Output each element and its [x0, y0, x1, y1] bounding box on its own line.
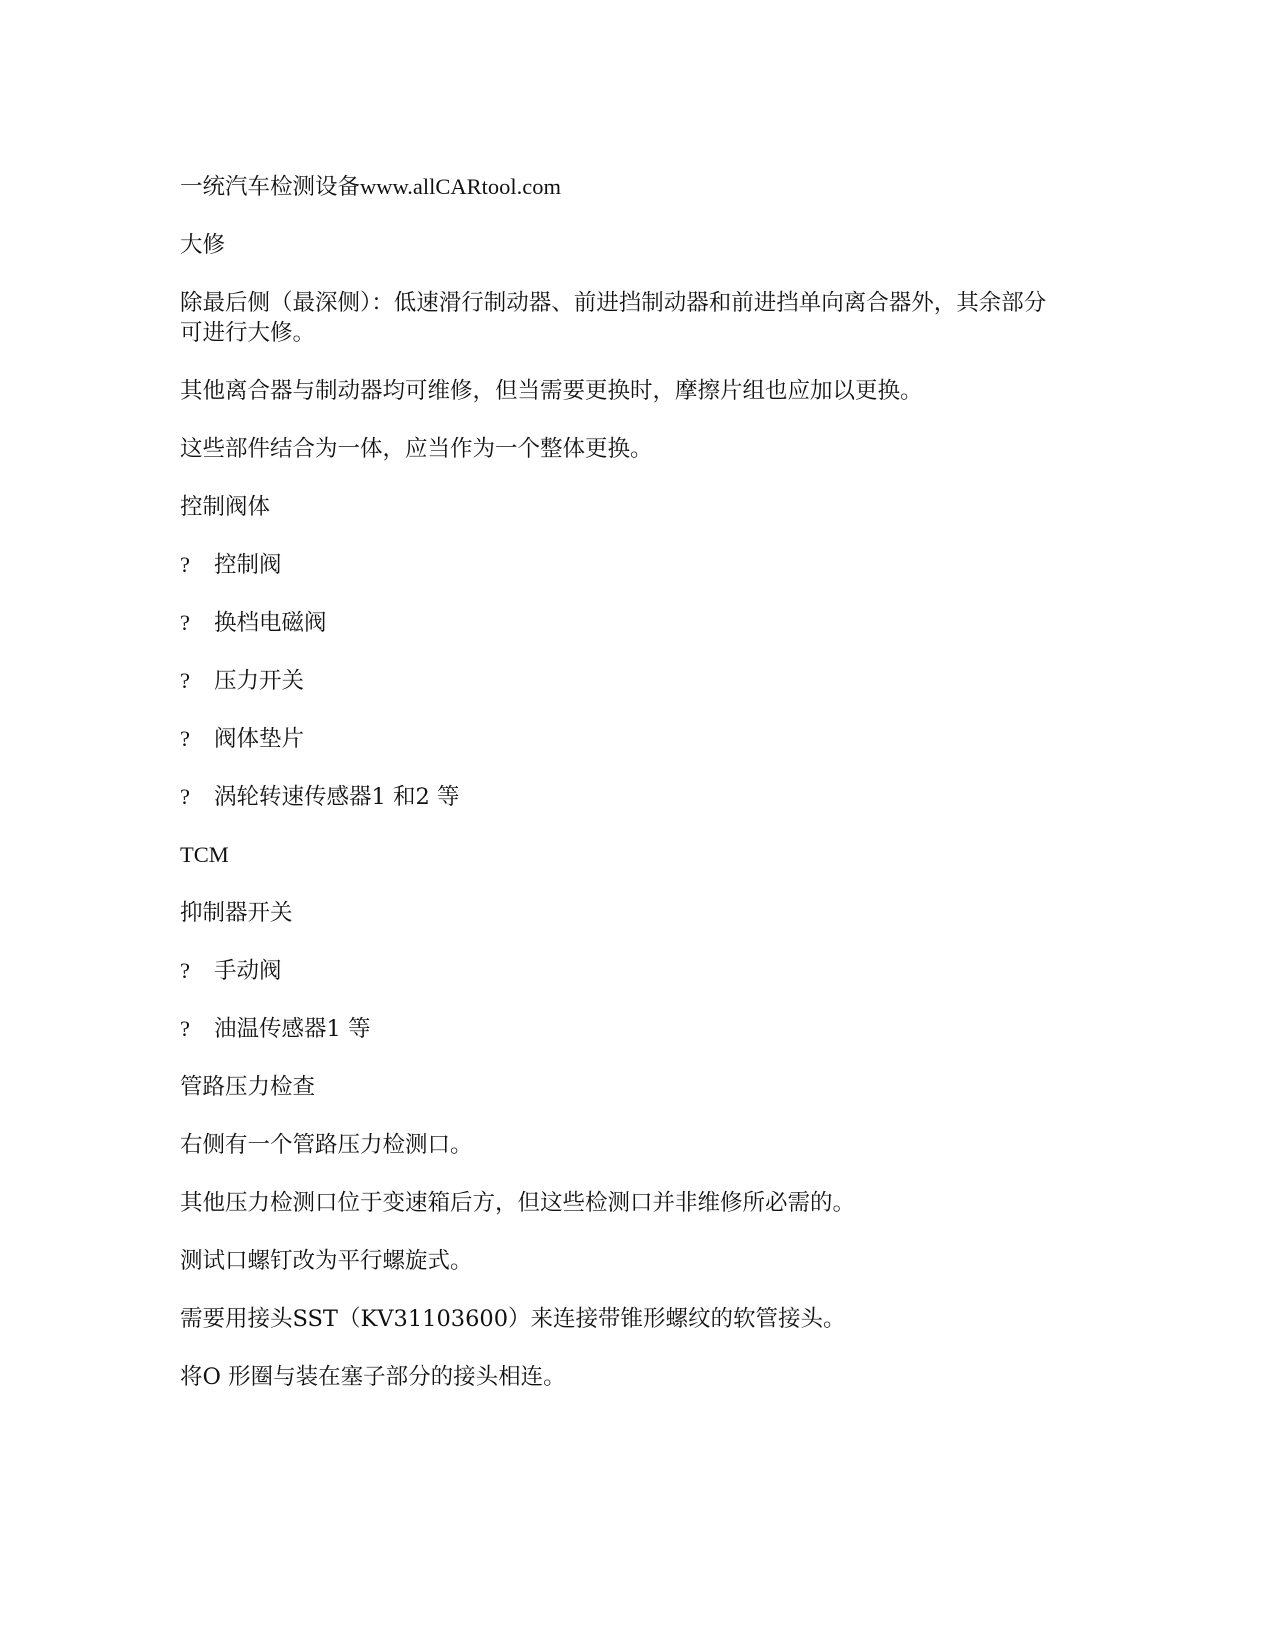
section-title-overhaul: 大修: [180, 232, 226, 258]
bullet-mark: ?: [180, 958, 190, 983]
bullet-mark: ?: [180, 726, 190, 751]
document-header: 一统汽车检测设备www.allCARtool.com: [180, 174, 562, 199]
paragraph-replace-as-unit: 这些部件结合为一体，应当作为一个整体更换。: [180, 436, 653, 462]
list-item-text: 手动阀: [214, 958, 282, 984]
list-item-text: 压力开关: [214, 668, 305, 694]
section-title-inhibitor-switch: 抑制器开关: [180, 900, 293, 926]
paragraph-other-ports: 其他压力检测口位于变速箱后方，但这些检测口并非维修所必需的。: [180, 1190, 856, 1216]
list-item: [180, 666, 1060, 696]
list-item-text: 控制阀: [214, 552, 282, 578]
bullet-mark: ?: [180, 668, 190, 693]
paragraph-o-ring: 将O 形圈与装在塞子部分的接头相连。: [180, 1364, 566, 1390]
list-item-text: 油温传感器1 等: [214, 1016, 371, 1042]
bullet-mark: ?: [180, 784, 190, 809]
list-item: [180, 550, 1060, 580]
list-item: [180, 1014, 1060, 1044]
paragraph-test-screw: 测试口螺钉改为平行螺旋式。: [180, 1248, 473, 1274]
list-item-text: 阀体垫片: [214, 726, 305, 752]
paragraph-overhaul-scope: 除最后侧（最深侧）：低速滑行制动器、前进挡制动器和前进挡单向离合器外，其余部分可进行大修。: [180, 290, 1047, 346]
bullet-mark: ?: [180, 552, 190, 577]
paragraph-sst-adapter: 需要用接头SST（KV31103600）来连接带锥形螺纹的软管接头。: [180, 1306, 846, 1332]
document-page: [180, 172, 1060, 1420]
section-title-line-pressure: 管路压力检查: [180, 1074, 316, 1100]
list-item-text: 涡轮转速传感器1 和2 等: [214, 784, 460, 810]
bullet-mark: ?: [180, 1016, 190, 1041]
section-title-control-valve-body: 控制阀体: [180, 494, 271, 520]
list-item: [180, 782, 1060, 812]
bullet-mark: ?: [180, 610, 190, 635]
paragraph-pressure-port-right: 右侧有一个管路压力检测口。: [180, 1132, 473, 1158]
list-item: [180, 956, 1060, 986]
section-title-tcm: TCM: [180, 842, 229, 867]
paragraph-clutch-brake-repair: 其他离合器与制动器均可维修，但当需要更换时，摩擦片组也应加以更换。: [180, 378, 923, 404]
list-item: [180, 724, 1060, 754]
list-item-text: 换档电磁阀: [214, 610, 327, 636]
list-item: [180, 608, 1060, 638]
